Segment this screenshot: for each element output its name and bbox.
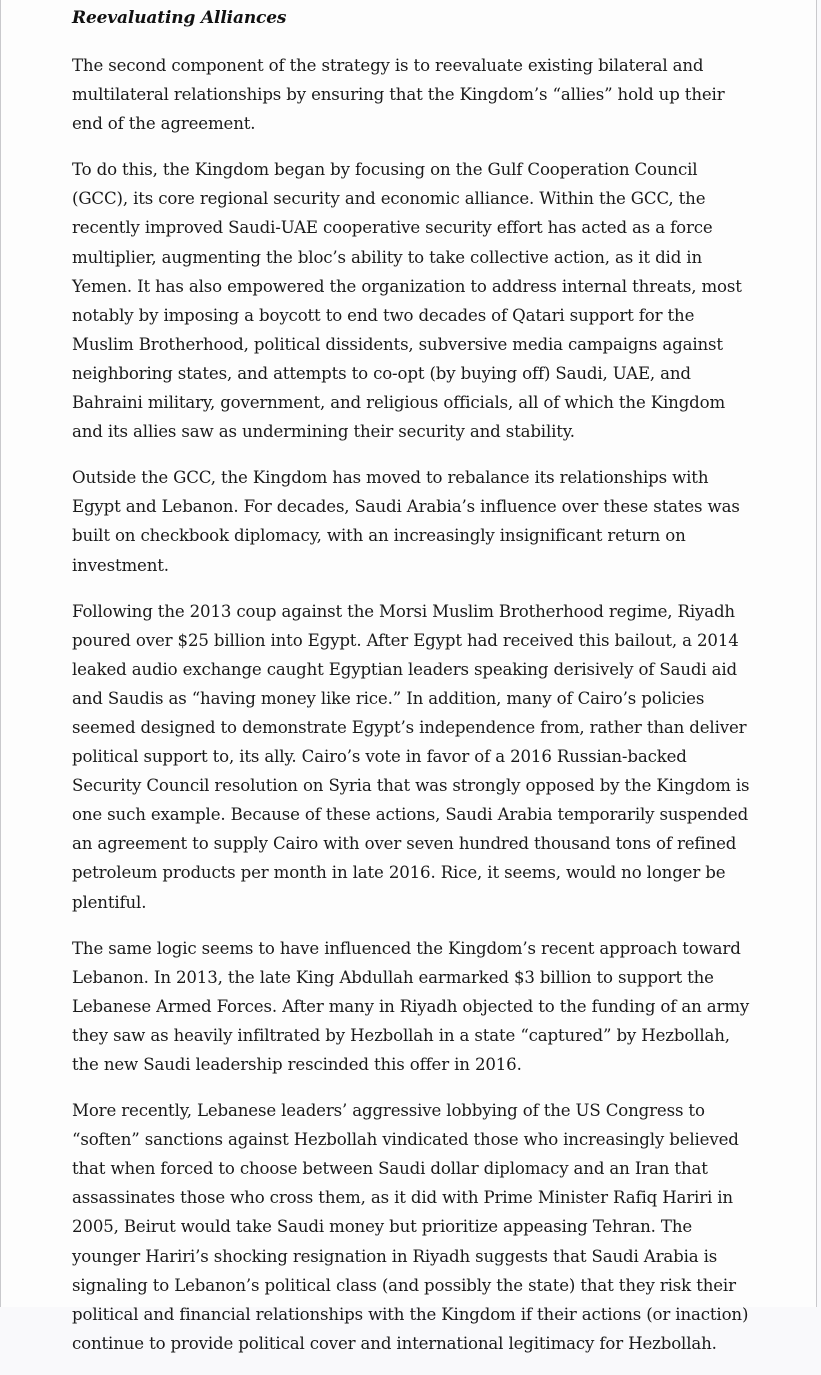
paragraph: The second component of the strategy is to reevaluate existing bilateral and multilateral relationships by ensuring that the Kingdom’s “allies” hold up their end of the agreement. [72, 56, 725, 134]
paragraph: More recently, Lebanese leaders’ aggressive lobbying of the US Congress to “soften” sanctions against Hezbollah vindicated those who increasingly believed that when forced to choose between Saudi dollar diplomacy and an Iran that assassinates those who cross them, as it did with Prime Minister Rafiq Hariri in 2005, Beirut would take Saudi money but prioritize appeasing Tehran. The younger Hariri’s shocking resignation in Riyadh suggests that Saudi Arabia is signaling to Lebanon’s political class (and possibly the state) that they risk their political and financial relationships with the Kingdom if their actions (or inaction) continue to provide political cover and international legitimacy for Hezbollah. [72, 1101, 749, 1353]
article-body [72, 5, 752, 1375]
paragraph: To do this, the Kingdom began by focusing on the Gulf Cooperation Council (GCC), its core regional security and economic alliance. Within the GCC, the recently improved Saudi-UAE cooperative security effort has acted as a force multiplier, augmenting the bloc’s ability to take collective action, as it did in Yemen. It has also empowered the organization to address internal threats, most notably by imposing a boycott to end two decades of Qatari support for the Muslim Brotherhood, political dissidents, subversive media campaigns against neighboring states, and attempts to co-opt (by buying off) Saudi, UAE, and Bahraini military, government, and religious officials, all of which the Kingdom and its allies saw as undermining their security and stability. [72, 160, 742, 442]
paragraph: Following the 2013 coup against the Morsi Muslim Brotherhood regime, Riyadh poured over $25 billion into Egypt. After Egypt had received this bailout, a 2014 leaked audio exchange caught Egyptian leaders speaking derisively of Saudi aid and Saudis as “having money like rice.” In addition, many of Cairo’s policies seemed designed to demonstrate Egypt’s independence from, rather than deliver political support to, its ally. Cairo’s vote in favor of a 2016 Russian-backed Security Council resolution on Syria that was strongly opposed by the Kingdom is one such example. Because of these actions, Saudi Arabia temporarily suspended an agreement to supply Cairo with over seven hundred thousand tons of refined petroleum products per month in late 2016. Rice, it seems, would no longer be plentiful. [72, 601, 750, 912]
paragraph: Outside the GCC, the Kingdom has moved to rebalance its relationships with Egypt and Lebanon. For decades, Saudi Arabia’s influence over these states was built on checkbook diplomacy, with an increasingly insignificant return on investment. [72, 468, 740, 575]
paragraph: The same logic seems to have influenced the Kingdom’s recent approach toward Lebanon. In 2013, the late King Abdullah earmarked $3 billion to support the Lebanese Armed Forces. After many in Riyadh objected to the funding of an army they saw as heavily infiltrated by Hezbollah in a state “captured” by Hezbollah, the new Saudi leadership rescinded this offer in 2016. [72, 938, 750, 1074]
section-heading: Reevaluating Alliances [72, 8, 287, 28]
